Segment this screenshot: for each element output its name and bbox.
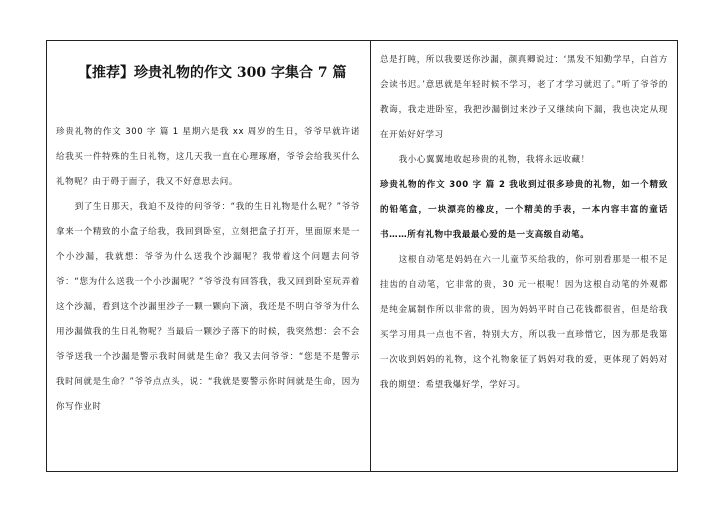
right-column xyxy=(380,48,668,398)
paragraph: 珍贵礼物的作文 300 字 篇 2 我收到过很多珍贵的礼物，如一个精致的铅笔盒，一块漂亮的橡皮，一个精美的手表，一本内容丰富的童话书……所有礼物中我最最心爱的是一支高级自动笔。 xyxy=(380,180,668,240)
left-column xyxy=(56,48,360,420)
paragraph: 总是打盹，所以我要送你沙漏，颜真卿说过：‘黑发不知勤学早，白首方会读书迟。’意思就是年轻时候不学习，老了才学习就迟了。”听了爷爷的教诲，我走进卧室，我把沙漏倒过来沙子又继续向下漏，我也决定从现在开始好好学习 xyxy=(380,55,668,140)
column-divider xyxy=(370,40,371,472)
paragraph: 珍贵礼物的作文 300 字 篇 1 星期六是我 xx 周岁的生日，爷爷早就许诺给我买一件特殊的生日礼物，这几天我一直在心理琢磨，爷爷会给我买什么礼物呢？由于碍于面子，我又不好意思去问。 xyxy=(56,127,360,187)
paragraph: 到了生日那天，我迫不及待的问爷爷：“我的生日礼物是什么呢？”爷爷拿来一个精致的小盒子给我，我回到卧室，立刻把盒子打开，里面原来是一个小沙漏，我就想：爷爷为什么送我个沙漏呢？我带着这个问题去问爷爷：“您为什么送我一个小沙漏呢？”爷爷没有回答我，我又回到卧室玩弄着这个沙漏，看到这个沙漏里沙子一颗一颗向下滴，我还是不明白爷爷为什么用沙漏做我的生日礼物呢？当最后一颗沙子落下的时候，我突然想：会不会爷爷送我一个沙漏是警示我时间就是生命？我又去问爷爷：“您是不是警示我时间就是生命？”爷爷点点头，说：“我就是要警示你时间就是生命，因为你写作业时 xyxy=(56,202,360,412)
paragraph: 我小心翼翼地收起珍贵的礼物，我将永远收藏！ xyxy=(398,155,590,165)
paragraph: 这根自动笔是妈妈在六一儿童节买给我的，你可别看那是一根不足挂齿的自动笔，它非常的贵，30 元一根呢！因为这根自动笔的外观都是纯金属制作所以非常的贵，因为妈妈平时自己花钱都很省，但是给我买学习用具一点也不省，特别大方，所以我一直珍惜它，因为那是我第一次收到妈妈的礼物，这个礼物象征了妈妈对我的爱，更体现了妈妈对我的期望：希望我爆好学，学好习。 xyxy=(380,255,668,390)
document-title: 【推荐】珍贵礼物的作文 300 字集合 7 篇 xyxy=(78,65,347,81)
